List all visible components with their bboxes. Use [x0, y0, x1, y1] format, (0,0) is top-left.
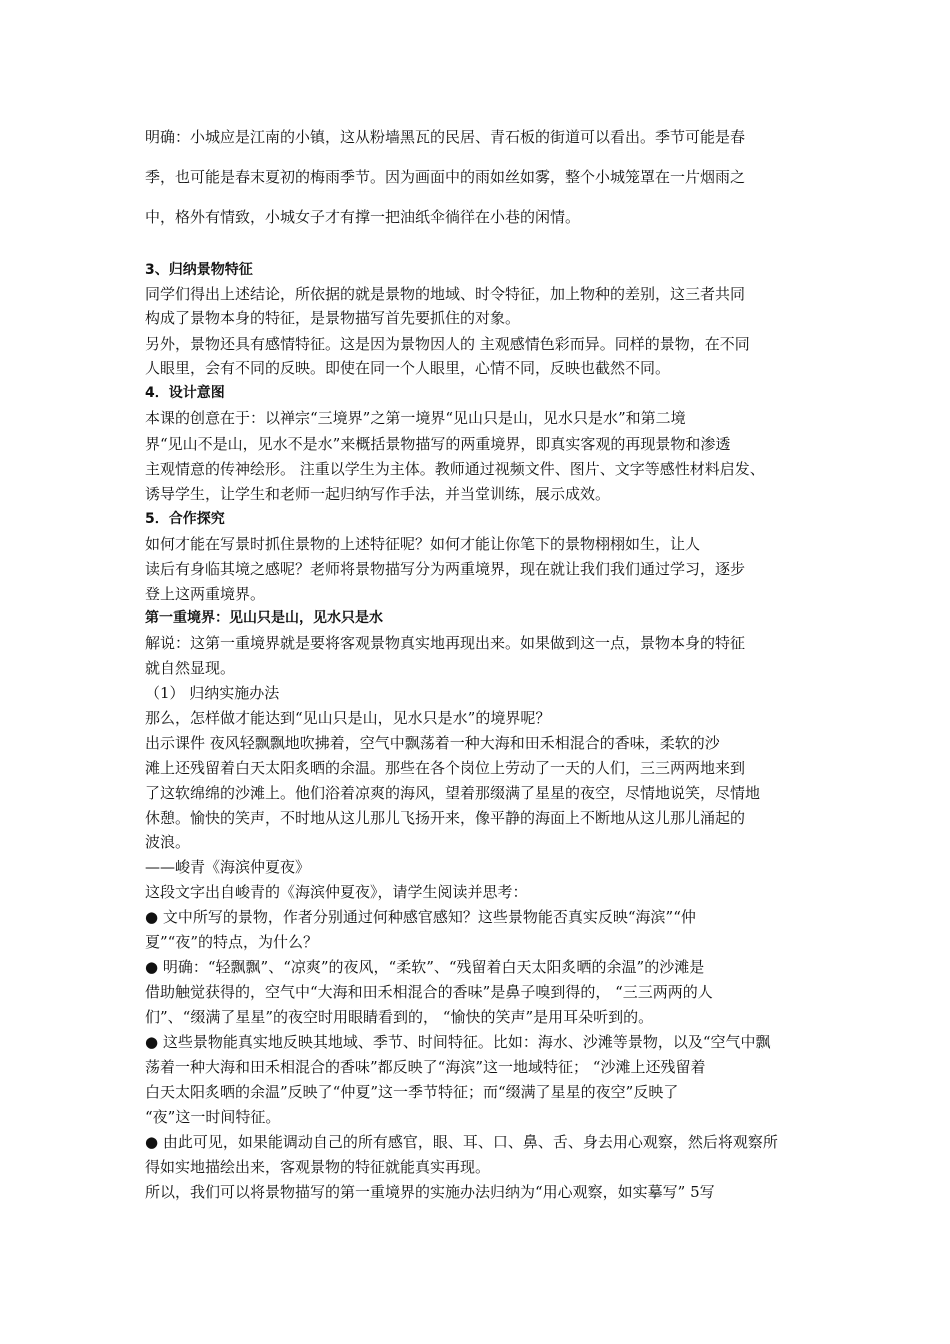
- paragraph-line: 另外，景物还具有感情特征。这是因为景物因人的 主观感情色彩而异。同样的景物，在不同: [145, 335, 750, 353]
- section-heading: 5．合作探究: [145, 511, 225, 527]
- bullet-line: ● 明确：“轻飘飘”、“凉爽”的夜风，“柔软”、“残留着白天太阳炙晒的余温”的沙滩是: [145, 958, 705, 976]
- paragraph-line: 这段文字出自峻青的《海滨仲夏夜》，请学生阅读并思考：: [145, 883, 528, 901]
- paragraph-line: 界“见山不是山，见水不是水”来概括景物描写的两重境界，即真实客观的再现景物和渗透: [145, 435, 731, 453]
- paragraph-line: 白天太阳炙晒的余温”反映了“仲夏”这一季节特征；而“缀满了星星的夜空”反映了: [145, 1083, 679, 1101]
- intro-line: 中，格外有情致，小城女子才有撑一把油纸伞徜徉在小巷的闲情。: [145, 208, 581, 226]
- bullet-line: ● 由此可见，如果能调动自己的所有感官，眼、耳、口、鼻、舌、身去用心观察，然后将观察所: [145, 1133, 778, 1151]
- paragraph-line: 们”、“缀满了星星”的夜空时用眼睛看到的， “愉快的笑声”是用耳朵听到的。: [145, 1008, 654, 1026]
- paragraph-line: 了这软绵绵的沙滩上。他们浴着凉爽的海风，望着那缀满了星星的夜空，尽情地说笑，尽情地: [145, 784, 761, 802]
- paragraph-line: 滩上还残留着白天太阳炙晒的余温。那些在各个岗位上劳动了一天的人们，三三两两地来到: [145, 759, 746, 777]
- bullet-line: ● 文中所写的景物，作者分别通过何种感官感知？这些景物能否真实反映“海滨”“仲: [145, 908, 696, 926]
- paragraph-line: 人眼里，会有不同的反映。即使在同一个人眼里，心情不同，反映也截然不同。: [145, 359, 671, 377]
- paragraph-line: 波浪。: [145, 833, 191, 851]
- intro-line: 明确：小城应是江南的小镇，这从粉墙黑瓦的民居、青石板的街道可以看出。季节可能是春: [145, 128, 746, 146]
- quote-attribution: ——峻青《海滨仲夏夜》: [145, 858, 311, 876]
- section-heading: 3、归纳景物特征: [145, 262, 253, 278]
- intro-line: 季，也可能是春末夏初的梅雨季节。因为画面中的雨如丝如雾，整个小城笼罩在一片烟雨之: [145, 168, 746, 186]
- paragraph-line: 夏”“夜”的特点，为什么？: [145, 933, 319, 951]
- section-heading: 4．设计意图: [145, 385, 225, 401]
- paragraph-line: 借助触觉获得的，空气中“大海和田禾相混合的香味”是鼻子嗅到得的， “三三两两的人: [145, 983, 713, 1001]
- paragraph-line: 休憩。愉快的笑声，不时地从这儿那儿飞扬开来，像平静的海面上不断地从这儿那儿涌起的: [145, 809, 746, 827]
- paragraph-line: 登上这两重境界。: [145, 585, 266, 603]
- paragraph-line: 诱导学生，让学生和老师一起归纳写作手法，并当堂训练，展示成效。: [145, 485, 611, 503]
- paragraph-line: “夜”这一时间特征。: [145, 1108, 281, 1126]
- paragraph-line: 如何才能在写景时抓住景物的上述特征呢？如何才能让你笔下的景物栩栩如生，让人: [145, 535, 701, 553]
- paragraph-line: 同学们得出上述结论，所依据的就是景物的地域、时令特征，加上物种的差别，这三者共同: [145, 285, 746, 303]
- subsection-heading: 第一重境界：见山只是山，见水只是水: [145, 610, 383, 626]
- paragraph-line: 所以，我们可以将景物描写的第一重境界的实施办法归纳为“用心观察，如实摹写” 5写: [145, 1183, 715, 1201]
- paragraph-line: 得如实地描绘出来，客观景物的特征就能真实再现。: [145, 1158, 491, 1176]
- paragraph-line: 那么，怎样做才能达到“见山只是山，见水只是水”的境界呢？: [145, 709, 551, 727]
- paragraph-line: 出示课件 夜风轻飘飘地吹拂着，空气中飘荡着一种大海和田禾相混合的香味，柔软的沙: [145, 734, 720, 752]
- paragraph-line: 就自然显现。: [145, 659, 236, 677]
- bullet-line: ● 这些景物能真实地反映其地域、季节、时间特征。比如：海水、沙滩等景物，以及“空气中飘: [145, 1033, 771, 1051]
- paragraph-line: 解说：这第一重境界就是要将客观景物真实地再现出来。如果做到这一点，景物本身的特征: [145, 634, 746, 652]
- paragraph-line: （1） 归纳实施办法: [145, 684, 280, 702]
- paragraph-line: 构成了景物本身的特征，是景物描写首先要抓住的对象。: [145, 309, 521, 327]
- paragraph-line: 荡着一种大海和田禾相混合的香味”都反映了“海滨”这一地域特征； “沙滩上还残留着: [145, 1058, 706, 1076]
- paragraph-line: 主观情意的传神绘形。 注重以学生为主体。教师通过视频文件、图片、文字等感性材料启发、: [145, 460, 765, 478]
- paragraph-line: 读后有身临其境之感呢？老师将景物描写分为两重境界，现在就让我们我们通过学习，逐步: [145, 560, 746, 578]
- paragraph-line: 本课的创意在于：以禅宗“三境界”之第一境界“见山只是山，见水只是水”和第二境: [145, 409, 686, 427]
